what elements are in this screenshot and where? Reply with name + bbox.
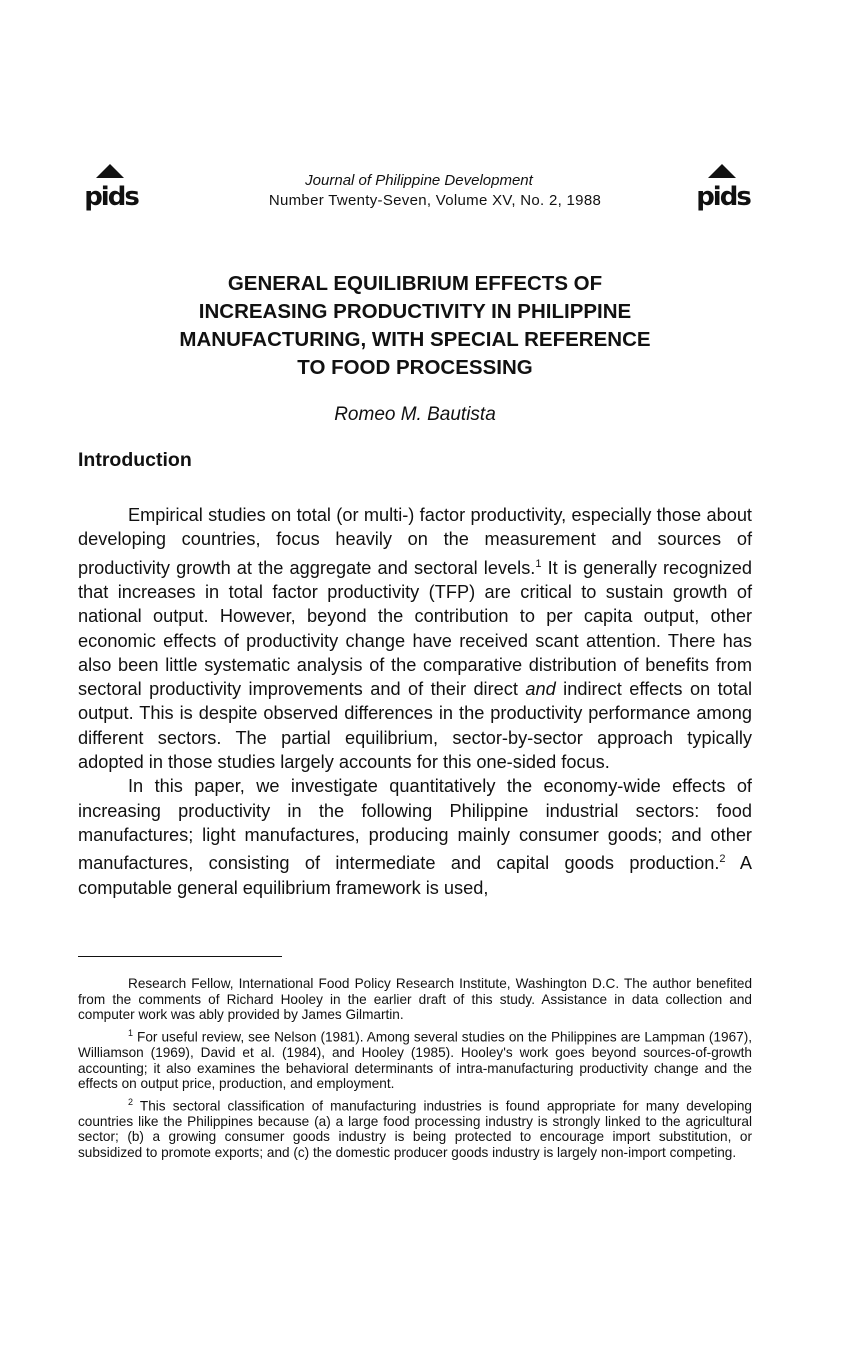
footnote-1: $^1$ For useful review, see Nelson (1981). Among several studies on the Philippines are Lampman (1967), Williamson (1969), David et al. (1984), and Hooley (1985). Hooley's work goes beyond sources-of-growth accounting; it also examines the behavioral determinants of intra-manufacturing productivity change and the effects on output price, production, and employment. <box>78 1027 752 1092</box>
footnote-ref-1: 1 <box>535 557 542 570</box>
body-text <box>78 503 752 900</box>
section-heading: Introduction <box>78 449 192 471</box>
paragraph-1: Empirical studies on total (or multi-) factor productivity, especially those about developing countries, focus heavily on the measurement and sources of productivity growth at the aggregate and sectoral levels.$^1$ It is generally recognized that increases in total factor productivity (TFP) are critical to sustain growth of national output. However, beyond the contribution to per capita output, other economic effects of productivity change have received scant attention. There has also been little systematic analysis of the comparative distribution of benefits from sectoral productivity improvements and of their direct and indirect effects on total output. This is despite observed differences in the productivity performance among different sectors. The partial equilibrium, sector-by-sector approach typically adopted in those studies largely accounts for this one-sided focus. <box>78 505 752 773</box>
title-line: TO FOOD PROCESSING <box>297 356 533 379</box>
title-line: INCREASING PRODUCTIVITY IN PHILIPPINE <box>198 300 632 323</box>
footnote-ref-2: 2 <box>719 853 726 866</box>
logo-roof-icon <box>708 164 736 178</box>
logo-text: pids <box>84 182 138 212</box>
pids-logo-left <box>74 164 148 212</box>
journal-issue: Number Twenty-Seven, Volume XV, No. 2, 1988 <box>268 192 602 209</box>
pids-logo-right <box>686 164 760 212</box>
logo-roof-icon <box>96 164 124 178</box>
paragraph-2: In this paper, we investigate quantitatively the economy-wide effects of increasing productivity in the following Philippine industrial sectors: food manufactures; light manufactures, producing mainly consumer goods; and other manufactures, consisting of intermediate and capital goods production.$^2$ A computable general equilibrium framework is used, <box>78 776 753 898</box>
journal-name: Journal of Philippine Development <box>305 172 533 189</box>
footnote-2: $^2$ This sectoral classification of manufacturing industries is found appropriate for many developing countries like the Philippines because (a) a large food processing industry is strongly linked to the agricultural sector; (b) a growing consumer goods industry is being protected to encourage import substitution, or subsidized to promote exports; and (c) the domestic producer goods industry is largely non-import competing. <box>78 1096 752 1160</box>
footnote-affiliation: Research Fellow, International Food Policy Research Institute, Washington D.C. The author benefited from the comments of Richard Hooley in the earlier draft of this study. Assistance in data collection and computer work was ably provided by James Gilmartin. <box>78 976 752 1023</box>
title-line: MANUFACTURING, WITH SPECIAL REFERENCE <box>179 328 651 351</box>
title-line: GENERAL EQUILIBRIUM EFFECTS OF <box>227 272 603 295</box>
logo-text: pids <box>696 182 750 212</box>
author-name: Romeo M. Bautista <box>334 404 496 425</box>
paper-title <box>80 270 750 382</box>
footnote-divider <box>78 956 282 957</box>
footnotes <box>78 976 752 1164</box>
